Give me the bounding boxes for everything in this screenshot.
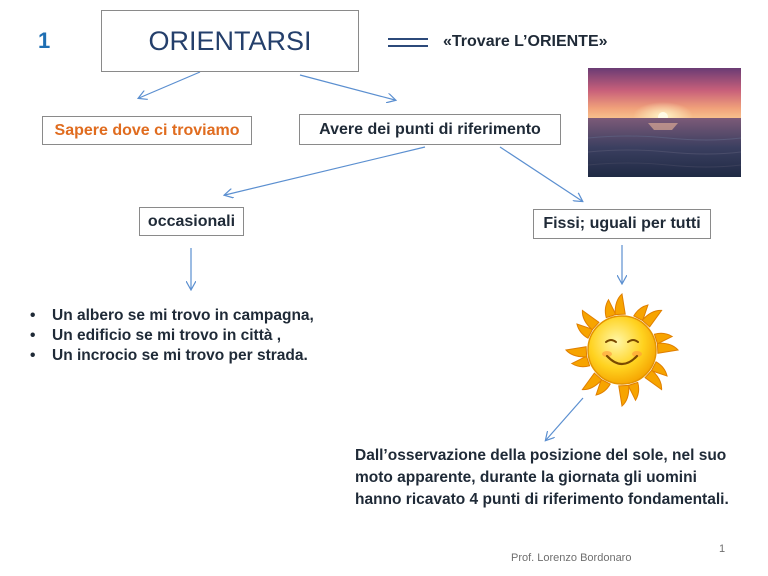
slide-number: 1 xyxy=(38,28,51,53)
node-fissi: Fissi; uguali per tutti xyxy=(533,209,711,239)
sun-ray xyxy=(657,343,678,353)
equals-sign xyxy=(388,38,428,48)
sun-ray xyxy=(628,382,639,400)
sun-ray xyxy=(615,294,625,315)
sun-ray xyxy=(654,333,672,344)
sun-ray xyxy=(605,300,616,318)
list-item: • Un albero se mi trovo in campagna, xyxy=(30,306,314,326)
title-box: ORIENTARSI xyxy=(101,10,359,72)
subtitle: «Trovare L’ORIENTE» xyxy=(443,33,608,50)
sun-ray xyxy=(566,347,587,357)
node-occasionali: occasionali xyxy=(139,207,244,236)
sunset-photo xyxy=(588,68,741,177)
sun-ray xyxy=(619,385,629,406)
node-avere-punti-di-riferimento: Avere dei punti di riferimento xyxy=(299,114,561,145)
arrow-avere-to-fissi xyxy=(500,147,582,201)
arrow-title-to-avere xyxy=(300,75,395,100)
examples-list xyxy=(30,306,314,366)
sun-ray xyxy=(572,356,590,367)
node-sapere-dove-ci-troviamo: Sapere dove ci troviamo xyxy=(42,116,252,145)
page-number: 1 xyxy=(719,543,726,555)
arrow-title-to-sapere xyxy=(139,72,200,98)
list-item: • Un incrocio se mi trovo per strada. xyxy=(30,346,314,366)
arrow-avere-to-occasionali xyxy=(225,147,425,195)
list-item: • Un edificio se mi trovo in città , xyxy=(30,326,314,346)
conclusion-text: Dall’osservazione della posizione del sole, nel suo moto apparente, durante la giornata gli uomini hanno ricavato 4 punti di riferimento fondamentali. xyxy=(355,447,729,508)
smiling-sun-icon xyxy=(562,290,682,410)
author-footer: Prof. Lorenzo Bordonaro xyxy=(511,552,632,564)
